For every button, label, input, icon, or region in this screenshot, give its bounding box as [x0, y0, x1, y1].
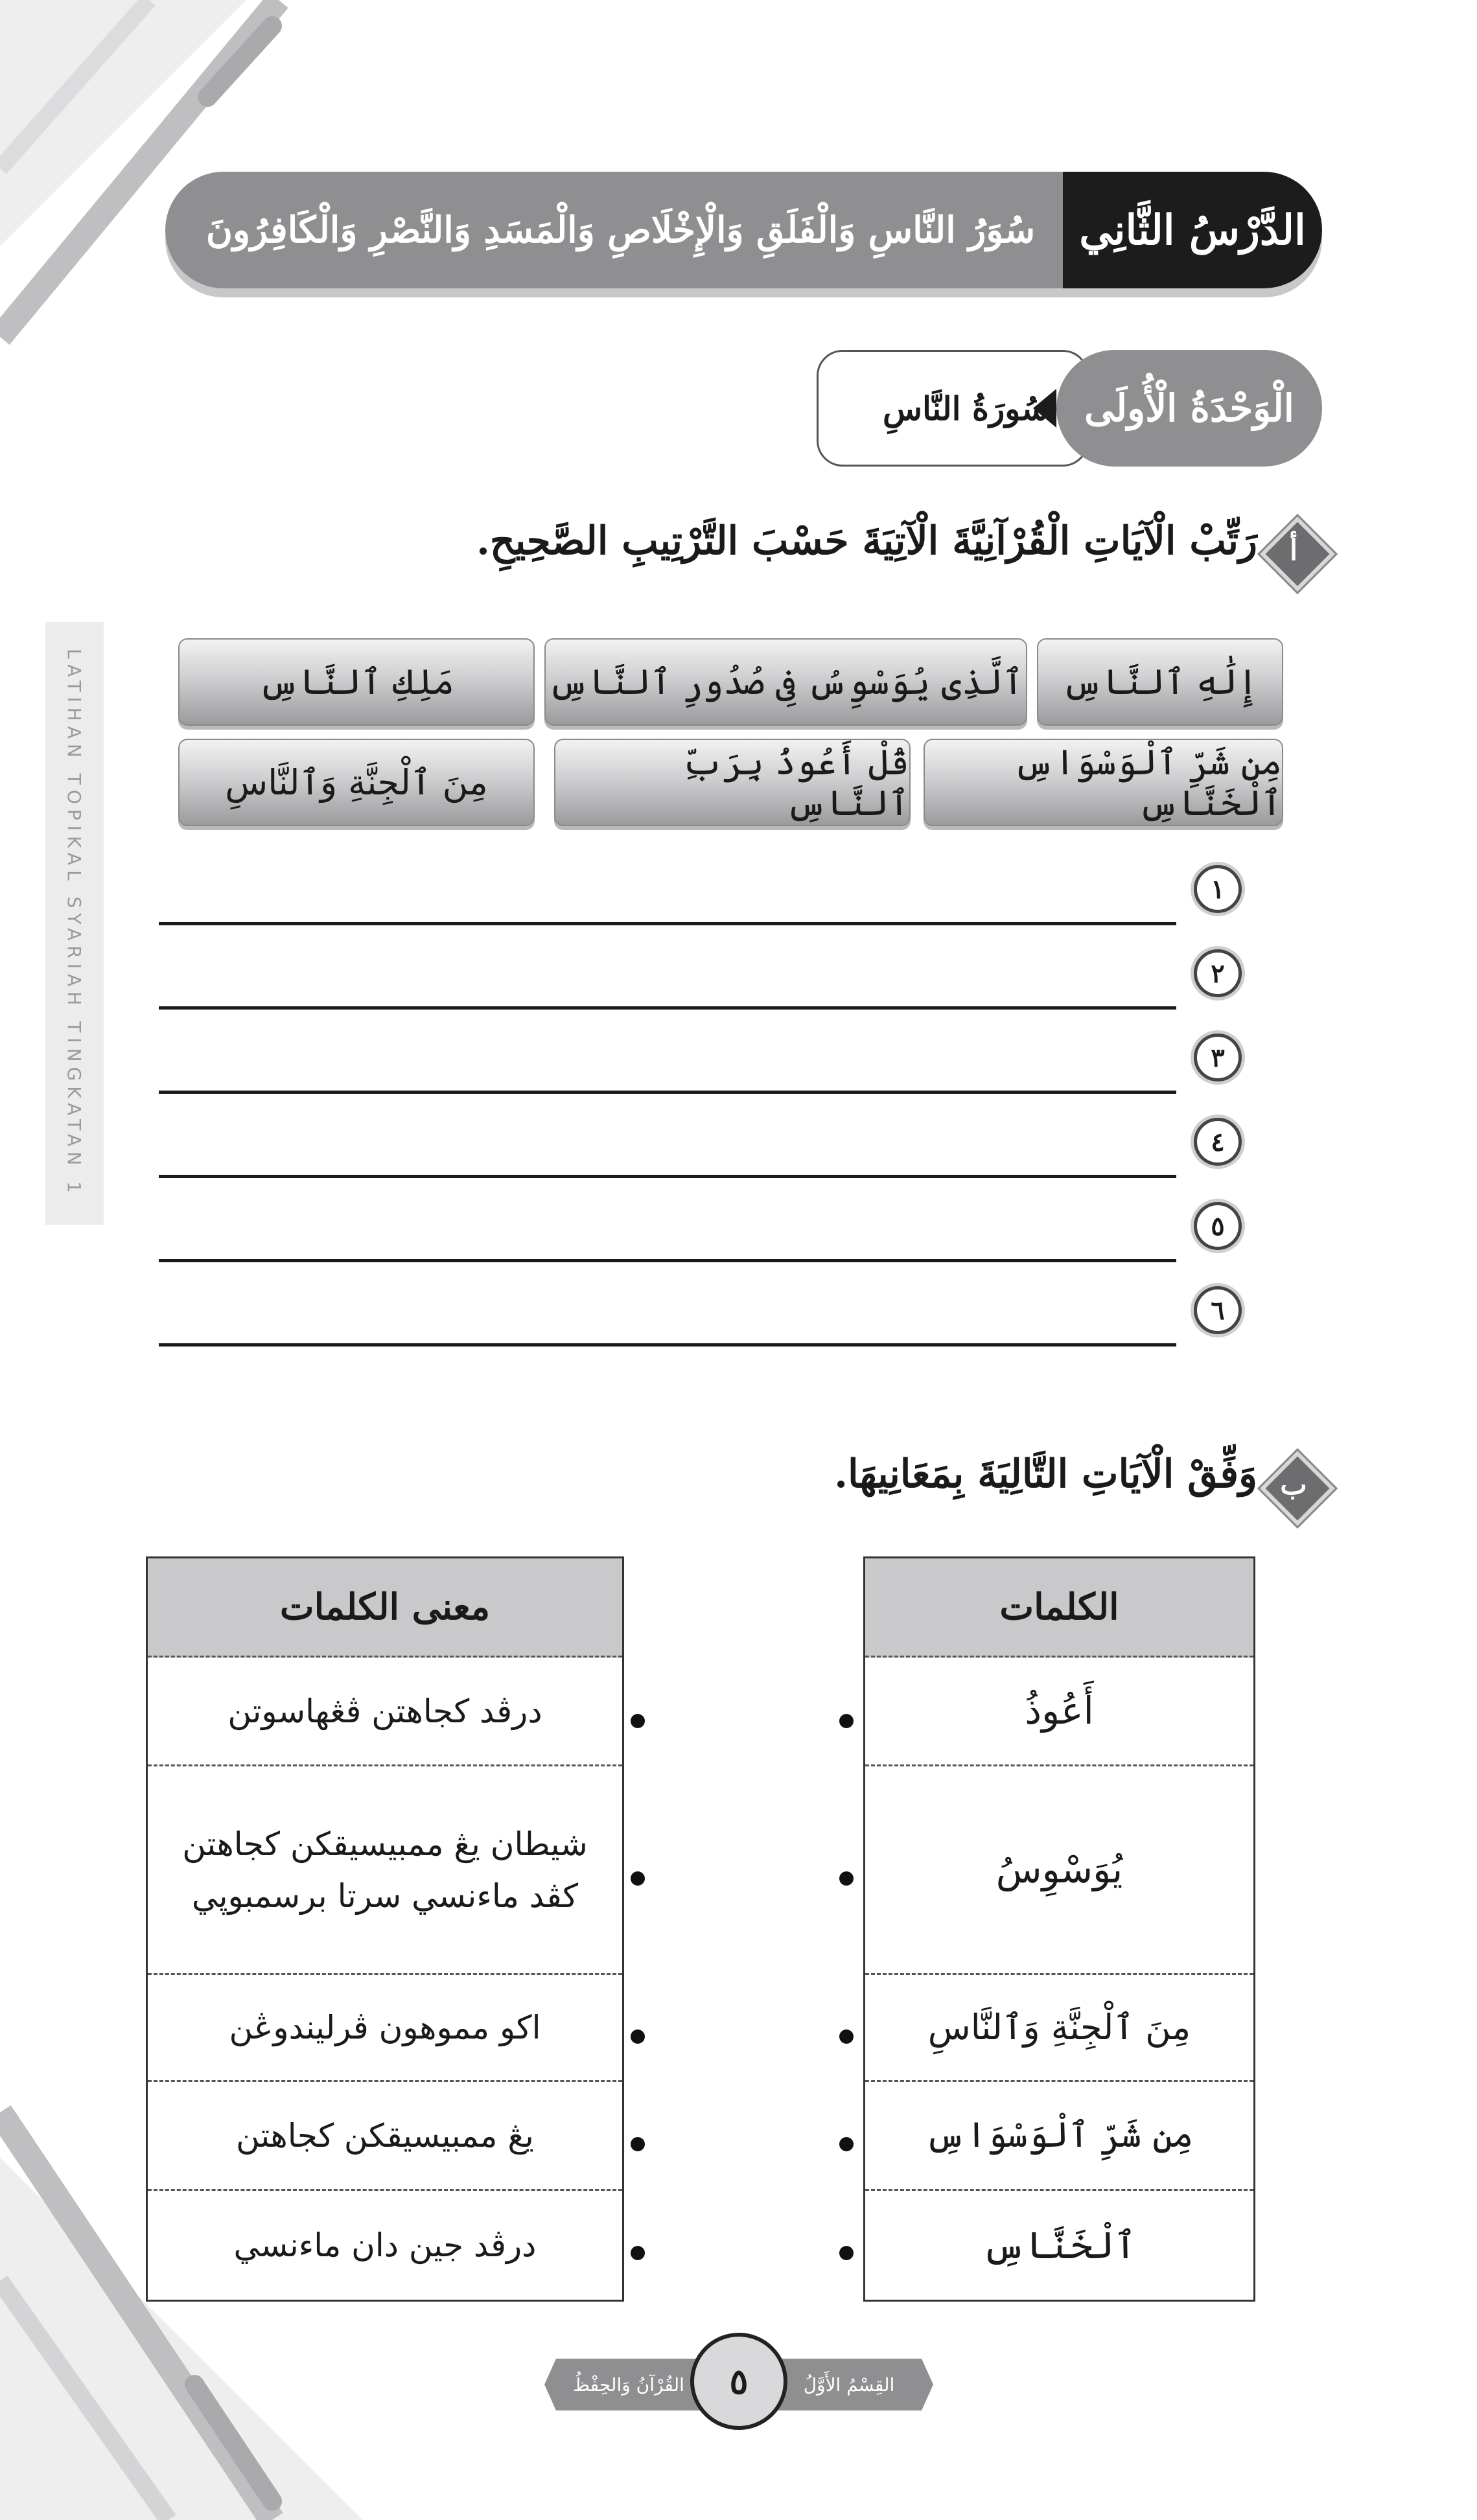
match-dot-word[interactable]: [839, 2029, 854, 2044]
verse-tile[interactable]: مَلِكِ ٱلنَّاسِ: [178, 638, 535, 726]
words-header: الكلمات: [865, 1558, 1253, 1658]
match-dot-word[interactable]: [839, 1871, 854, 1886]
match-dot-meaning[interactable]: [631, 2029, 645, 2044]
answer-number: ٢: [1194, 949, 1242, 997]
match-dot-meaning[interactable]: [631, 1714, 645, 1728]
lesson-title: سُوَرُ النَّاسِ وَالْفَلَقِ وَالْإِخْلَاصِ وَالْمَسَدِ وَالنَّصْرِ وَالْكَافِرُونَ: [205, 209, 1036, 251]
question-b-instruction: وَفِّقْ الْآيَاتِ التَّالِيَةَ بِمَعَانِيهَا.: [834, 1451, 1257, 1497]
page-number: ٥: [690, 2333, 787, 2430]
word-cell: يُوَسْوِسُ: [865, 1766, 1253, 1975]
footer-subject: القُرْآنُ وَالحِفْظُ: [573, 2374, 684, 2396]
answer-line-6[interactable]: [159, 1343, 1176, 1347]
question-a-letter: أ: [1289, 533, 1298, 567]
match-dot-meaning[interactable]: [631, 2137, 645, 2151]
answer-number: ٤: [1194, 1118, 1242, 1166]
side-label-panel: [45, 622, 104, 1225]
meanings-table: [146, 1556, 624, 2302]
question-a-badge: [1267, 524, 1320, 577]
match-dot-word[interactable]: [839, 2137, 854, 2151]
word-cell: ٱلْخَنَّاسِ: [982, 2223, 1137, 2267]
lesson-banner: [165, 172, 1322, 288]
answer-line-1[interactable]: [159, 922, 1176, 925]
question-a-instruction: رَتِّبْ الْآيَاتِ الْقُرْآنِيَّةَ الْآتِيَةَ حَسْبَ التَّرْتِيبِ الصَّحِيحِ.: [476, 518, 1257, 564]
verse-tile[interactable]: مِنَ ٱلْجِنَّةِ وَٱلنَّاسِ: [178, 739, 535, 826]
lesson-number: الدَّرْسُ الثَّانِي: [1079, 205, 1306, 255]
verse-tile[interactable]: إِلَٰهِ ٱلنَّاسِ: [1037, 638, 1283, 726]
unit-label: الْوَحْدَةُ الْأُولَى: [1056, 350, 1322, 467]
meaning-cell: يڠ ممبيسيقكن كجاهتن: [148, 2082, 622, 2191]
unit-tag: [817, 350, 1322, 467]
answer-line-5[interactable]: [159, 1259, 1176, 1262]
footer-section: القِسْمُ الأَوَّلُ: [803, 2374, 895, 2396]
match-dot-meaning[interactable]: [631, 2246, 645, 2260]
answer-line-3[interactable]: [159, 1091, 1176, 1094]
answer-number: ١: [1194, 865, 1242, 913]
answer-number: ٦: [1194, 1286, 1242, 1334]
meaning-cell: درڤد كجاهتن ڤڠهاسوتن: [148, 1658, 622, 1766]
verse-tile[interactable]: ٱلَّذِى يُوَسْوِسُ فِى صُدُورِ ٱلنَّاسِ: [544, 638, 1027, 726]
page-footer: [544, 2333, 933, 2430]
meanings-header: معنى الكلمات: [148, 1558, 622, 1658]
question-b-badge: [1267, 1458, 1320, 1511]
answer-line-2[interactable]: [159, 1006, 1176, 1010]
match-dot-word[interactable]: [839, 1714, 854, 1728]
arrow-icon: [1033, 389, 1056, 428]
surah-name: سُورَةُ النَّاسِ: [817, 350, 1089, 467]
answer-number: ٣: [1194, 1034, 1242, 1081]
word-cell: مِن شَرِّ ٱلْوَسْوَاسِ: [865, 2082, 1253, 2191]
answer-line-4[interactable]: [159, 1175, 1176, 1178]
question-b-letter: ب: [1280, 1468, 1307, 1501]
word-cell: أَعُوذُ: [865, 1658, 1253, 1766]
match-dot-word[interactable]: [839, 2246, 854, 2260]
side-label-text: LATIHAN TOPIKAL SYARIAH TINGKATAN 1: [64, 649, 86, 1198]
match-dot-meaning[interactable]: [631, 1871, 645, 1886]
meaning-cell: اكو مموهون ڤرليندوڠن: [148, 1975, 622, 2082]
verse-tile[interactable]: مِن شَرِّ ٱلْوَسْوَاسِ ٱلْخَنَّاسِ: [924, 739, 1283, 826]
words-table: [863, 1556, 1255, 2302]
meaning-cell: درڤد جين دان ماءنسي: [233, 2226, 537, 2264]
meaning-cell: شيطان يڠ ممبيسيقكن كجاهتن كڤد ماءنسي سرتا برسمبوڽي: [148, 1766, 622, 1975]
verse-tile[interactable]: قُلْ أَعُوذُ بِرَبِّ ٱلنَّاسِ: [554, 739, 911, 826]
answer-number: ٥: [1194, 1202, 1242, 1250]
word-cell: مِنَ ٱلْجِنَّةِ وَٱلنَّاسِ: [865, 1975, 1253, 2082]
